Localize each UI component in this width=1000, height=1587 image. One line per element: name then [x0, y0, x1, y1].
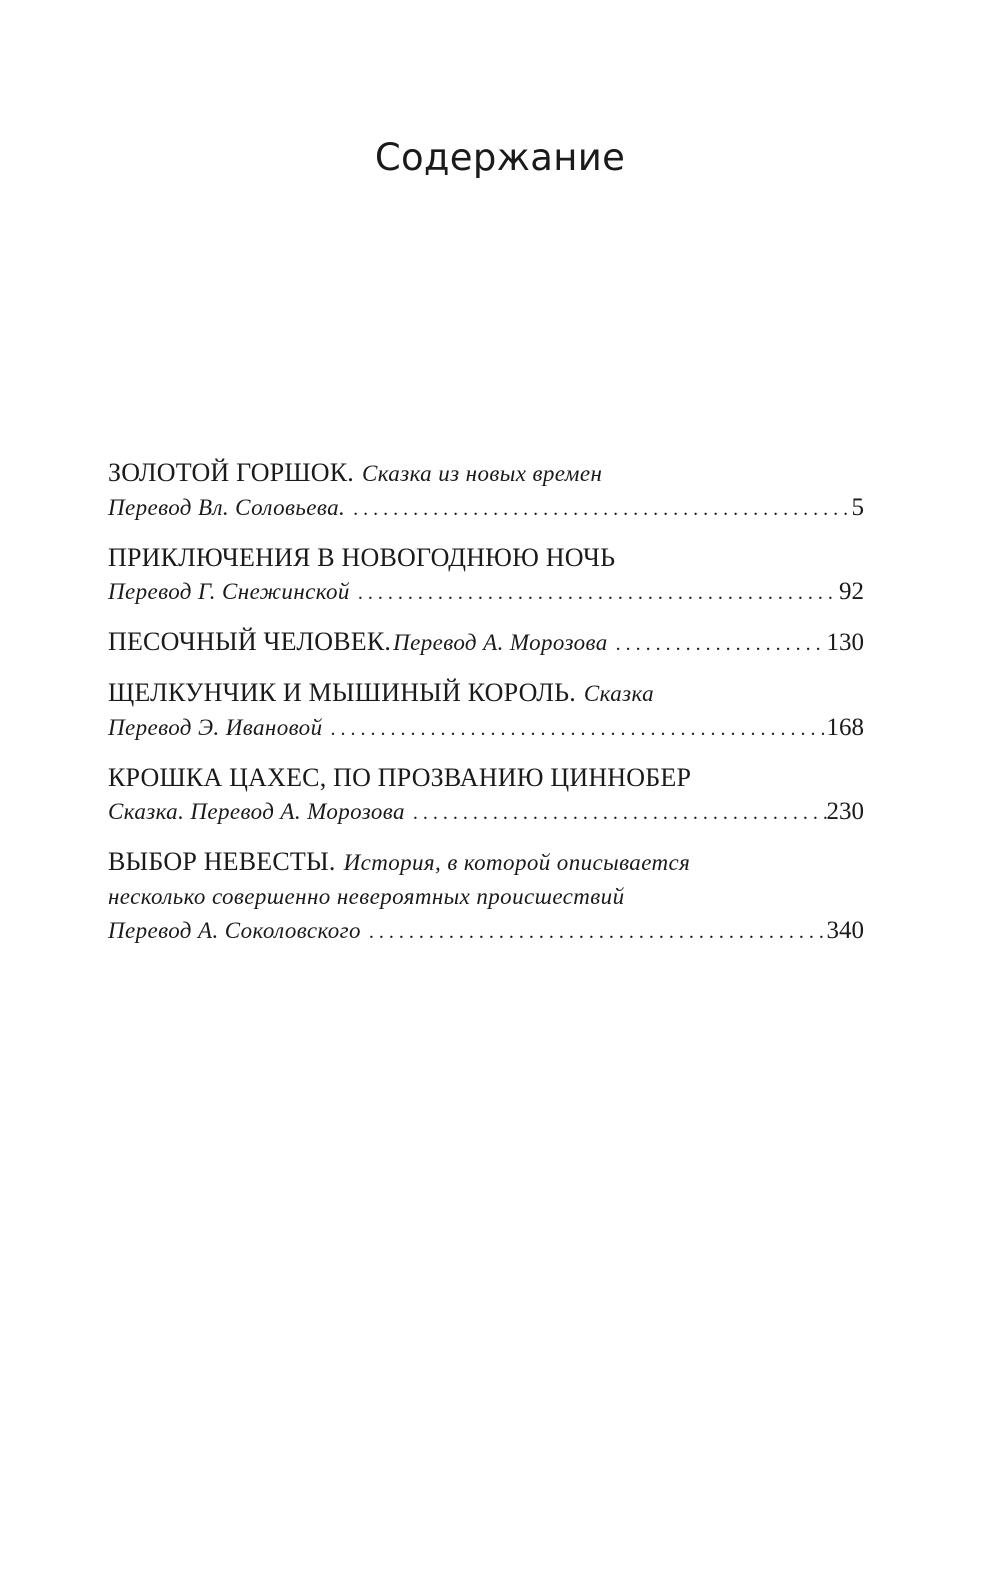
toc-entry-translator: Перевод А. Морозова — [393, 630, 608, 655]
dot-leader — [405, 796, 827, 830]
toc-entry-translator: Перевод Э. Ивановой — [108, 715, 323, 740]
toc-entry[interactable] — [108, 676, 864, 746]
dot-leader — [608, 627, 827, 661]
toc-entry-subtitle-continued: несколько совершенно невероятных происшествий — [108, 884, 625, 909]
dot-leader — [345, 492, 851, 526]
toc-entry-title: ЗОЛОТОЙ ГОРШОК. — [108, 458, 354, 487]
toc-entry-translator: Сказка. Перевод А. Морозова — [108, 799, 405, 824]
toc-entry[interactable] — [108, 845, 864, 949]
toc-entry-page: 92 — [839, 578, 864, 605]
toc-entry-title: ПРИКЛЮЧЕНИЯ В НОВОГОДНЮЮ НОЧЬ — [108, 543, 616, 572]
dot-leader — [361, 915, 827, 949]
toc-entry-page: 230 — [826, 798, 864, 825]
dot-leader — [322, 712, 826, 746]
toc-entry-translator: Перевод А. Соколовского — [108, 918, 361, 943]
dot-leader — [350, 576, 839, 610]
toc-entry[interactable] — [108, 761, 864, 830]
toc-entry-subtitle: Сказка — [583, 681, 655, 706]
toc-entry-page: 130 — [826, 629, 864, 656]
toc-entry-title: ВЫБОР НЕВЕСТЫ. — [108, 847, 336, 876]
toc-entry-translator: Перевод Г. Снежинской — [108, 579, 350, 604]
toc-entry-title: КРОШКА ЦАХЕС, ПО ПРОЗВАНИЮ ЦИННОБЕР — [108, 763, 692, 792]
toc-entry-translator: Перевод Вл. Соловьева. — [108, 495, 346, 520]
toc-entry-page: 5 — [851, 494, 864, 521]
toc-entry-page: 168 — [826, 714, 864, 741]
toc-entry[interactable] — [108, 541, 864, 610]
table-of-contents — [108, 456, 864, 964]
toc-entry-subtitle: Сказка из новых времен — [361, 461, 603, 486]
toc-entry-subtitle: История, в которой описывается — [343, 850, 691, 875]
toc-entry[interactable] — [108, 625, 864, 661]
toc-entry-title: ПЕСОЧНЫЙ ЧЕЛОВЕК. — [108, 627, 392, 656]
toc-entry[interactable] — [108, 456, 864, 526]
page-title: Содержание — [374, 136, 626, 179]
toc-entry-page: 340 — [826, 917, 864, 944]
toc-entry-title: ЩЕЛКУНЧИК И МЫШИНЫЙ КОРОЛЬ. — [108, 678, 576, 707]
